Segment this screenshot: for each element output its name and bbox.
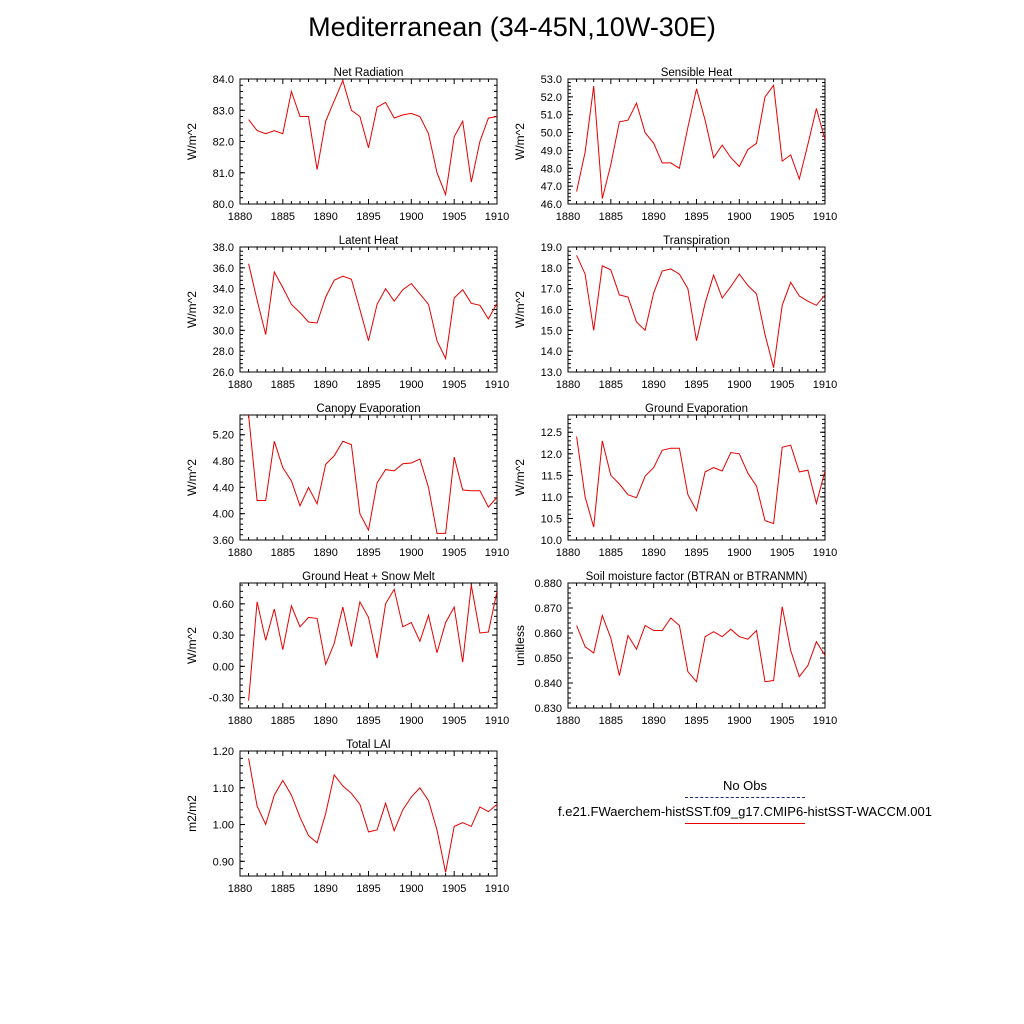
x-tick-label: 1900 <box>399 715 424 727</box>
y-tick-label: -0.30 <box>208 692 234 705</box>
x-tick-label: 1910 <box>484 211 510 223</box>
y-axis-label: W/m^2 <box>513 123 527 160</box>
panel-6 <box>185 571 509 727</box>
x-tick-label: 1890 <box>641 379 666 391</box>
y-tick-label: 30.0 <box>212 325 234 338</box>
x-tick-label: 1885 <box>270 379 296 391</box>
panel-title: Sensible Heat <box>660 67 733 79</box>
y-tick-label: 0.860 <box>534 628 562 640</box>
y-tick-label: 48.0 <box>540 163 562 176</box>
y-tick-label: 81.0 <box>212 167 234 180</box>
plot-frame <box>240 583 497 708</box>
x-tick-label: 1885 <box>270 715 296 727</box>
y-axis-label: unitless <box>513 625 527 666</box>
x-tick-label: 1905 <box>441 715 467 727</box>
y-tick-label: 4.40 <box>212 482 234 495</box>
x-tick-label: 1880 <box>227 211 253 223</box>
x-tick-label: 1905 <box>769 211 795 223</box>
y-tick-label: 49.0 <box>540 145 562 158</box>
panel-title: Soil moisture factor (BTRAN or BTRANMN) <box>585 571 808 583</box>
x-tick-label: 1900 <box>399 211 424 223</box>
x-tick-label: 1900 <box>399 547 424 559</box>
x-tick-label: 1890 <box>641 211 666 223</box>
legend-obs-line <box>685 797 805 798</box>
x-tick-label: 1905 <box>441 547 467 559</box>
panel-title: Total LAI <box>346 739 391 751</box>
x-tick-label: 1880 <box>555 379 581 391</box>
y-tick-label: 46.0 <box>540 199 562 211</box>
y-axis-label: W/m^2 <box>185 627 199 664</box>
x-tick-label: 1880 <box>555 715 581 727</box>
y-tick-label: 0.840 <box>534 678 562 690</box>
y-tick-label: 0.00 <box>212 661 234 674</box>
x-tick-label: 1880 <box>227 715 253 727</box>
series-line <box>577 85 825 198</box>
panel-title: Net Radiation <box>333 67 404 79</box>
x-tick-label: 1890 <box>313 715 338 727</box>
plot-frame <box>240 751 497 876</box>
y-tick-label: 18.0 <box>540 262 562 275</box>
x-tick-label: 1880 <box>555 547 581 559</box>
panel-8 <box>185 739 509 895</box>
x-tick-label: 1910 <box>812 715 838 727</box>
plot-frame <box>240 79 497 204</box>
y-axis-label: m2/m2 <box>185 795 199 832</box>
x-tick-label: 1900 <box>727 211 752 223</box>
x-tick-label: 1890 <box>313 547 338 559</box>
legend-model-line <box>685 823 805 824</box>
y-tick-label: 16.0 <box>540 304 562 317</box>
y-tick-label: 19.0 <box>540 242 562 254</box>
x-tick-label: 1885 <box>598 211 624 223</box>
series-line <box>249 585 497 701</box>
panel-4 <box>185 403 509 559</box>
x-tick-label: 1890 <box>641 715 666 727</box>
x-tick-label: 1890 <box>313 883 338 895</box>
x-tick-label: 1895 <box>356 547 381 559</box>
panel-1 <box>513 67 837 223</box>
y-tick-label: 3.60 <box>212 535 234 547</box>
x-tick-label: 1895 <box>356 715 381 727</box>
x-tick-label: 1885 <box>598 547 624 559</box>
series-line <box>249 758 497 872</box>
x-tick-label: 1880 <box>227 379 253 391</box>
y-tick-label: 1.20 <box>212 746 234 758</box>
panel-title: Latent Heat <box>338 235 399 247</box>
y-tick-label: 28.0 <box>212 346 234 359</box>
panel-title: Transpiration <box>663 235 730 247</box>
plot-frame <box>568 583 825 708</box>
y-axis-label: W/m^2 <box>185 459 199 496</box>
plot-frame <box>240 247 497 372</box>
x-tick-label: 1905 <box>441 211 467 223</box>
panel-7 <box>513 571 837 727</box>
x-tick-label: 1895 <box>356 211 381 223</box>
y-tick-label: 82.0 <box>212 136 234 149</box>
x-tick-label: 1885 <box>270 547 296 559</box>
panel-title: Canopy Evaporation <box>316 403 421 415</box>
y-tick-label: 1.00 <box>212 819 234 832</box>
x-tick-label: 1890 <box>641 547 666 559</box>
x-tick-label: 1900 <box>727 715 752 727</box>
x-tick-label: 1905 <box>441 883 467 895</box>
y-tick-label: 0.870 <box>534 603 562 615</box>
x-tick-label: 1905 <box>769 715 795 727</box>
y-tick-label: 12.5 <box>540 427 562 440</box>
x-tick-label: 1910 <box>812 211 838 223</box>
y-tick-label: 13.0 <box>540 367 562 379</box>
x-tick-label: 1900 <box>727 379 752 391</box>
x-tick-label: 1885 <box>270 883 296 895</box>
panel-3 <box>513 235 837 391</box>
y-tick-label: 36.0 <box>212 262 234 275</box>
y-tick-label: 11.0 <box>541 491 562 504</box>
y-tick-label: 84.0 <box>212 74 234 86</box>
x-tick-label: 1895 <box>684 715 709 727</box>
series-line <box>577 437 825 527</box>
y-tick-label: 17.0 <box>540 283 562 296</box>
plot-frame <box>568 79 825 204</box>
x-tick-label: 1895 <box>684 211 709 223</box>
plot-frame <box>240 415 497 540</box>
plot-frame <box>568 415 825 540</box>
series-line <box>577 607 825 682</box>
y-tick-label: 0.60 <box>212 598 234 611</box>
x-tick-label: 1905 <box>441 379 467 391</box>
series-line <box>249 415 497 533</box>
y-tick-label: 0.850 <box>534 653 562 665</box>
x-tick-label: 1895 <box>684 379 709 391</box>
y-tick-label: 11.5 <box>541 470 562 483</box>
x-tick-label: 1905 <box>769 379 795 391</box>
legend <box>530 778 960 824</box>
x-tick-label: 1895 <box>356 883 381 895</box>
legend-model-label: f.e21.FWaerchem-histSST.f09_g17.CMIP6-histSST-WACCM.001 <box>558 804 932 819</box>
x-tick-label: 1910 <box>484 379 510 391</box>
y-tick-label: 10.0 <box>540 535 562 547</box>
y-tick-label: 15.0 <box>540 325 562 338</box>
panel-5 <box>513 403 837 559</box>
plot-frame <box>568 247 825 372</box>
series-line <box>249 81 497 195</box>
y-tick-label: 83.0 <box>212 105 234 118</box>
x-tick-label: 1910 <box>484 883 510 895</box>
y-tick-label: 0.880 <box>534 578 562 590</box>
panel-title: Ground Heat + Snow Melt <box>302 571 435 583</box>
y-tick-label: 4.00 <box>212 508 234 521</box>
y-axis-label: W/m^2 <box>185 291 199 328</box>
y-tick-label: 5.20 <box>212 429 234 442</box>
y-axis-label: W/m^2 <box>513 291 527 328</box>
x-tick-label: 1910 <box>812 379 838 391</box>
y-tick-label: 0.830 <box>534 703 562 715</box>
x-tick-label: 1910 <box>484 547 510 559</box>
x-tick-label: 1885 <box>598 379 624 391</box>
y-tick-label: 51.0 <box>540 109 562 122</box>
x-tick-label: 1900 <box>399 883 424 895</box>
series-line <box>577 255 825 367</box>
x-tick-label: 1900 <box>727 547 752 559</box>
y-tick-label: 0.30 <box>212 630 234 643</box>
x-tick-label: 1895 <box>356 379 381 391</box>
panel-0 <box>185 67 509 223</box>
y-tick-label: 12.0 <box>540 448 562 461</box>
x-tick-label: 1885 <box>598 715 624 727</box>
x-tick-label: 1890 <box>313 211 338 223</box>
y-tick-label: 52.0 <box>540 91 562 104</box>
x-tick-label: 1880 <box>227 547 253 559</box>
x-tick-label: 1880 <box>555 211 581 223</box>
y-tick-label: 0.90 <box>212 856 234 869</box>
panel-title: Ground Evaporation <box>645 403 748 415</box>
x-tick-label: 1910 <box>484 715 510 727</box>
y-tick-label: 50.0 <box>540 127 562 140</box>
y-tick-label: 1.10 <box>212 782 234 795</box>
y-tick-label: 53.0 <box>540 74 562 86</box>
x-tick-label: 1890 <box>313 379 338 391</box>
panel-2 <box>185 235 509 391</box>
y-tick-label: 47.0 <box>540 181 562 194</box>
y-axis-label: W/m^2 <box>513 459 527 496</box>
x-tick-label: 1900 <box>399 379 424 391</box>
x-tick-label: 1885 <box>270 211 296 223</box>
legend-obs-label: No Obs <box>722 778 768 793</box>
x-tick-label: 1910 <box>812 547 838 559</box>
x-tick-label: 1895 <box>684 547 709 559</box>
y-tick-label: 14.0 <box>540 346 562 359</box>
x-tick-label: 1905 <box>769 547 795 559</box>
y-tick-label: 80.0 <box>212 199 234 211</box>
y-tick-label: 26.0 <box>212 367 234 379</box>
x-tick-label: 1880 <box>227 883 253 895</box>
y-tick-label: 34.0 <box>212 283 234 296</box>
y-tick-label: 38.0 <box>212 242 234 254</box>
figure-title: Mediterranean (34-45N,10W-30E) <box>308 12 716 42</box>
series-line <box>249 264 497 359</box>
y-tick-label: 10.5 <box>540 513 562 526</box>
y-tick-label: 4.80 <box>212 456 234 469</box>
y-axis-label: W/m^2 <box>185 123 199 160</box>
y-tick-label: 32.0 <box>212 304 234 317</box>
